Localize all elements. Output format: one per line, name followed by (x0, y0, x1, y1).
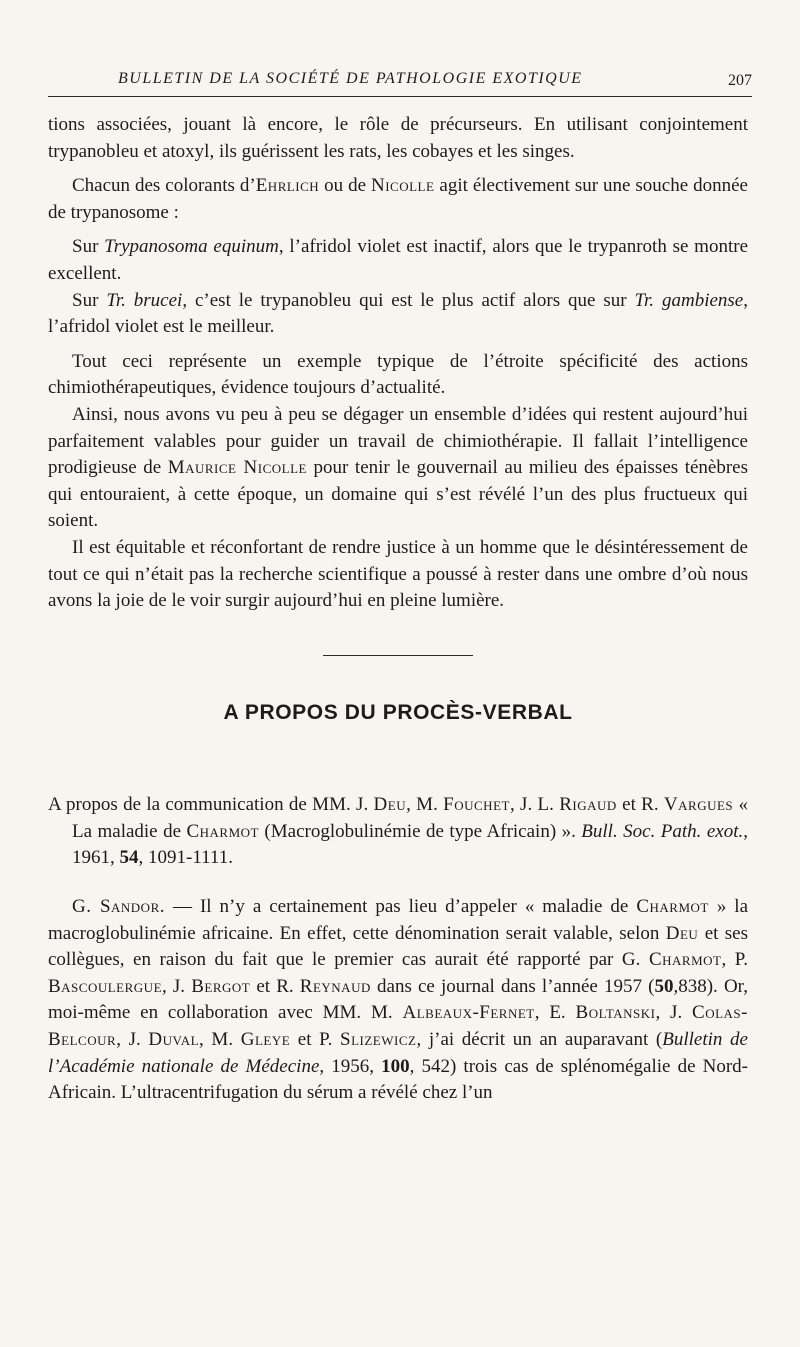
text-run: , 1091-1111. (138, 847, 233, 869)
author-name: Slizewicz (340, 1029, 417, 1051)
text-run: — Il n’y a certainement pas lieu d’appeler « maladie de (165, 896, 637, 918)
author-name: Gleye (240, 1029, 291, 1051)
author-name: Duval (148, 1029, 200, 1051)
page-number: 207 (728, 72, 752, 89)
author-name: Deu (665, 922, 699, 944)
text-run: , J. (116, 1029, 149, 1051)
reply-author: G. Sandor. (72, 896, 165, 918)
section-divider (323, 655, 473, 656)
body-text (48, 112, 748, 1107)
text-run: et ses collègues, en raison du fait que le premier cas aurait été rapporté par G. (48, 922, 748, 971)
author-name: Fouchet (443, 794, 510, 816)
author-name: Bergot (191, 975, 251, 997)
text-run: , J. (655, 1002, 693, 1024)
text-run: ou de (319, 175, 371, 197)
text-run: , l’afridol violet est inactif, alors que le trypanroth se montre excellent. (48, 236, 748, 284)
species-name: Tr. gambiense (634, 289, 744, 311)
species-name: Tr. brucei (106, 289, 183, 311)
author-name: Charmot (636, 896, 709, 918)
author-name: Deu (373, 794, 407, 816)
text-run: et R. (616, 794, 664, 816)
volume-number: 54 (119, 847, 139, 869)
text-run: A propos de la communication de MM. J. (48, 794, 374, 816)
author-name: Colas-Belcour (48, 1002, 748, 1051)
running-header (48, 66, 752, 97)
text-run: Chacun des colorants d’ (72, 175, 256, 197)
author-name: Nicolle (371, 175, 435, 197)
author-name: Boltanski (575, 1002, 656, 1024)
paragraph-7: Il est équitable et réconfortant de rendre justice à un homme que le désintéressement de tout ce qui n’était pas la recherche scientifique a poussé à rester dans une ombre d’où nous avons la joie de le voir surgir aujourd’hui en pleine lumière. (48, 536, 748, 612)
text-run: , l’afridol violet est le meilleur. (48, 289, 748, 338)
text-run: , j’ai décrit un an auparavant ( (416, 1029, 663, 1051)
text-run: , 1956, (319, 1055, 382, 1077)
text-run: « La maladie de (72, 794, 749, 842)
journal-name: Bull. Soc. Path. exot. (581, 820, 744, 842)
text-run: dans ce journal dans l’année 1957 ( (370, 975, 655, 997)
author-name: Albeaux-Fernet (402, 1002, 535, 1024)
paragraph-2 (48, 173, 748, 226)
paragraph-5: Tout ceci représente un exemple typique de l’étroite spécificité des actions chimiothérapeutiques, évidence toujours d’actualité. (48, 350, 748, 399)
volume-number: 100 (381, 1055, 410, 1077)
author-name: Ehrlich (255, 175, 320, 197)
text-run: , J. L. (509, 794, 560, 816)
author-name: Charmot (648, 949, 722, 971)
paragraph-6 (48, 402, 748, 535)
reference-citation (48, 792, 748, 872)
text-run: Sur (72, 289, 107, 311)
paragraph-1: tions associées, jouant là encore, le rôle de précurseurs. En utilisant conjointement trypanobleu et atoxyl, ils guérissent les rats, les cobayes et les singes. (48, 114, 748, 162)
paragraph-4 (48, 288, 748, 341)
text-run: , E. (534, 1002, 576, 1024)
running-title: BULLETIN DE LA SOCIÉTÉ DE PATHOLOGIE EXOTIQUE (118, 70, 583, 87)
text-run: Ainsi, nous avons vu peu à peu se dégager un ensemble d’idées qui restent aujourd’hui parfaitement valables pour guider un travail de chimiothérapie. Il fallait l’intelligence prodigieuse de (48, 403, 748, 479)
text-run: , J. (162, 975, 192, 997)
author-name: Reynaud (299, 975, 371, 997)
text-run: , 1961, (72, 820, 748, 869)
text-run: , 542) trois cas de splénomégalie de Nord-Africain. L’ultracentrifugation du sérum a révélé chez l’un (48, 1055, 748, 1104)
text-run: , M. (199, 1029, 241, 1051)
text-run: , P. (721, 949, 748, 971)
text-run: , M. (406, 794, 444, 816)
text-run: Sur (72, 236, 105, 258)
volume-number: 50 (654, 975, 674, 997)
author-name: Vargues (663, 794, 734, 816)
text-run: » la macroglobulinémie africaine. En effet, cette dénomination serait valable, selon (48, 896, 749, 944)
author-name: Charmot (186, 820, 259, 842)
text-run: (Macroglobulinémie de type Africain) ». (258, 820, 582, 842)
text-run: pour tenir le gouvernail au milieu des épaisses ténèbres qui entouraient, à cette époque, un domaine qui s’est révélé l’un des plus fructueux qui soient. (48, 457, 748, 532)
journal-name: Bulletin de l’Académie nationale de Médecine (48, 1029, 748, 1077)
author-name: Bascoulergue (48, 975, 163, 997)
text-run: agit électivement sur une souche donnée de trypanosome : (48, 175, 748, 223)
reply-paragraph (48, 894, 748, 1107)
text-run: , c’est le trypanobleu qui est le plus actif alors que sur (182, 289, 635, 311)
species-name: Trypanosoma equinum (104, 236, 279, 258)
text-run: et P. (290, 1029, 341, 1051)
author-name: Rigaud (559, 794, 617, 816)
paragraph-3 (48, 234, 748, 287)
text-run: ,838). Or, moi-même en collaboration avec MM. M. (48, 975, 748, 1024)
author-name: Maurice Nicolle (167, 457, 307, 479)
text-run: et R. (250, 975, 300, 997)
section-heading: A PROPOS DU PROCÈS-VERBAL (223, 700, 573, 724)
